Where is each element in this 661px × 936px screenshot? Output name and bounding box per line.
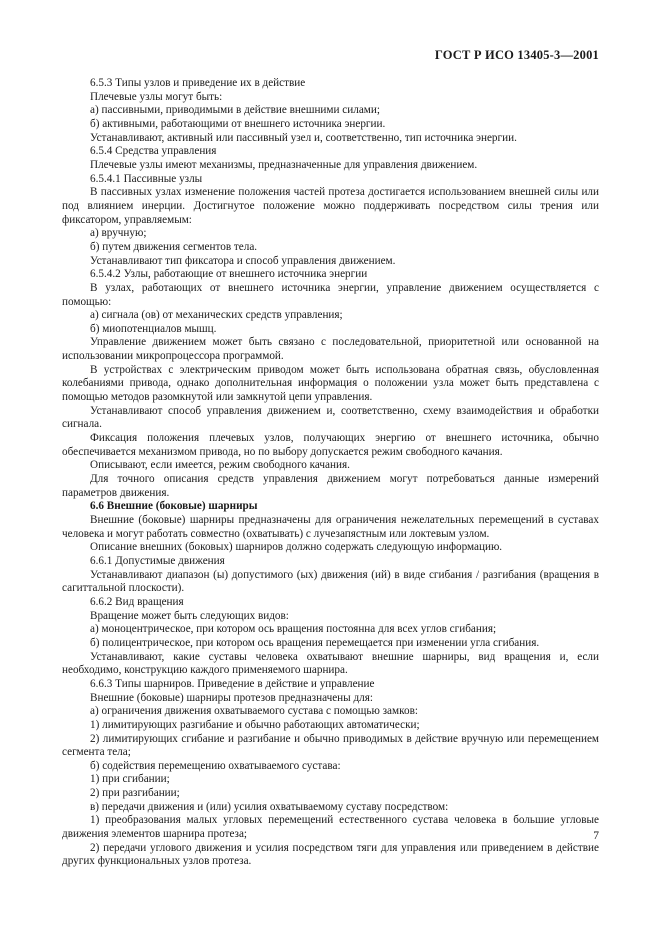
paragraph: Внешние (боковые) шарниры протезов предназначены для: — [90, 691, 374, 704]
paragraph: 6.6.3 Типы шарниров. Приведение в действие и управление — [90, 677, 375, 690]
paragraph: а) сигнала (ов) от механических средств управления; — [90, 309, 343, 322]
paragraph: В пассивных узлах изменение положения частей протеза достигается использованием внешней силы или под влиянием инерции. Достигнутое положение можно поддерживать посредством силы трения или фиксатором, управляемым: — [62, 186, 599, 226]
paragraph: Плечевые узлы могут быть: — [90, 90, 223, 103]
paragraph: б) содействия перемещению охватываемого сустава: — [90, 759, 341, 772]
paragraph: Устанавливают диапазон (ы) допустимого (ых) движения (ий) в виде сгибания / разгибания (вращения в сагиттальной плоскости). — [62, 568, 599, 595]
document-header: ГОСТ Р ИСО 13405-3—2001 — [434, 48, 599, 62]
paragraph: 6.6.2 Вид вращения — [90, 595, 184, 608]
paragraph: Описывают, если имеется, режим свободного качания. — [90, 459, 350, 472]
paragraph: а) ограничения движения охватываемого сустава с помощью замков: — [90, 705, 418, 718]
paragraph: 6.6.1 Допустимые движения — [90, 554, 225, 567]
paragraph: 6.5.4 Средства управления — [90, 145, 217, 158]
paragraph: Устанавливают, какие суставы человека охватывают внешние шарниры, вид вращения и, если необходимо, конструкцию каждого применяемого шарнира. — [62, 650, 599, 677]
paragraph: В узлах, работающих от внешнего источника энергии, управление движением осуществляется с помощью: — [62, 281, 599, 308]
paragraph: б) полицентрическое, при котором ось вращения перемещается при изменении угла сгибания. — [90, 636, 540, 649]
paragraph: 2) лимитирующих сгибание и разгибание и обычно приводимых в действие вручную или перемещением сегмента тела; — [62, 732, 599, 759]
paragraph: а) пассивными, приводимыми в действие внешними силами; — [90, 104, 380, 117]
paragraph: Устанавливают способ управления движением и, соответственно, схему взаимодействия и обработки сигнала. — [62, 404, 599, 431]
paragraph: а) моноцентрическое, при котором ось вращения постоянна для всех углов сгибания; — [90, 623, 497, 636]
paragraph: Плечевые узлы имеют механизмы, предназначенные для управления движением. — [90, 158, 478, 171]
paragraph: Описание внешних (боковых) шарниров должно содержать следующую информацию. — [90, 541, 503, 554]
paragraph: 1) лимитирующих разгибание и обычно работающих автоматически; — [90, 718, 420, 731]
paragraph: б) миопотенциалов мышц. — [90, 322, 217, 335]
paragraph: 2) передачи углового движения и усилия посредством тяги для управления или приведением в действие других функциональных узлов протеза. — [62, 841, 599, 868]
paragraph: б) активными, работающими от внешнего источника энергии. — [90, 117, 386, 130]
paragraph: 1) преобразования малых угловых перемещений естественного сустава человека в большие угловые движения элементов шарнира протеза; — [62, 814, 599, 841]
paragraph: Внешние (боковые) шарниры предназначены для ограничения нежелательных перемещений в суставах человека и могут работать совместно (охватывать) с лучезапястным или локтевым узлом. — [62, 514, 599, 540]
paragraph: 1) при сгибании; — [90, 773, 170, 786]
paragraph: Устанавливают тип фиксатора и способ управления движением. — [90, 254, 396, 267]
section-heading: 6.6 Внешние (боковые) шарниры — [90, 500, 258, 513]
paragraph: 6.5.3 Типы узлов и приведение их в действие — [90, 77, 306, 89]
paragraph: В устройствах с электрическим приводом может быть использована обратная связь, обусловленная колебаниями привода, однако дополнительная информация о положении узла может быть представлена с помощью методов разомкнутой или замкнутой цепи управления. — [62, 363, 599, 404]
paragraph: а) вручную; — [90, 227, 147, 240]
paragraph: Управление движением может быть связано с последовательной, приоритетной или основанной на использовании микропроцессора программой. — [62, 336, 599, 363]
paragraph: б) путем движения сегментов тела. — [90, 240, 258, 253]
paragraph: Фиксация положения плечевых узлов, получающих энергию от внешнего источника, обычно обеспечивается механизмом привода, но по выбору допускается режим свободного качания. — [62, 432, 599, 458]
page-number: 7 — [593, 830, 599, 842]
paragraph: в) передачи движения и (или) усилия охватываемому суставу посредством: — [90, 800, 449, 813]
paragraph: Вращение может быть следующих видов: — [90, 609, 289, 622]
paragraph: 6.5.4.2 Узлы, работающие от внешнего источника энергии — [90, 268, 368, 281]
paragraph: 2) при разгибании; — [90, 787, 180, 800]
document-body — [62, 77, 599, 869]
paragraph: Устанавливают, активный или пассивный узел и, соответственно, тип источника энергии. — [90, 131, 517, 144]
paragraph: 6.5.4.1 Пассивные узлы — [90, 172, 203, 185]
paragraph: Для точного описания средств управления движением могут потребоваться данные измерений параметров движения. — [62, 473, 599, 499]
